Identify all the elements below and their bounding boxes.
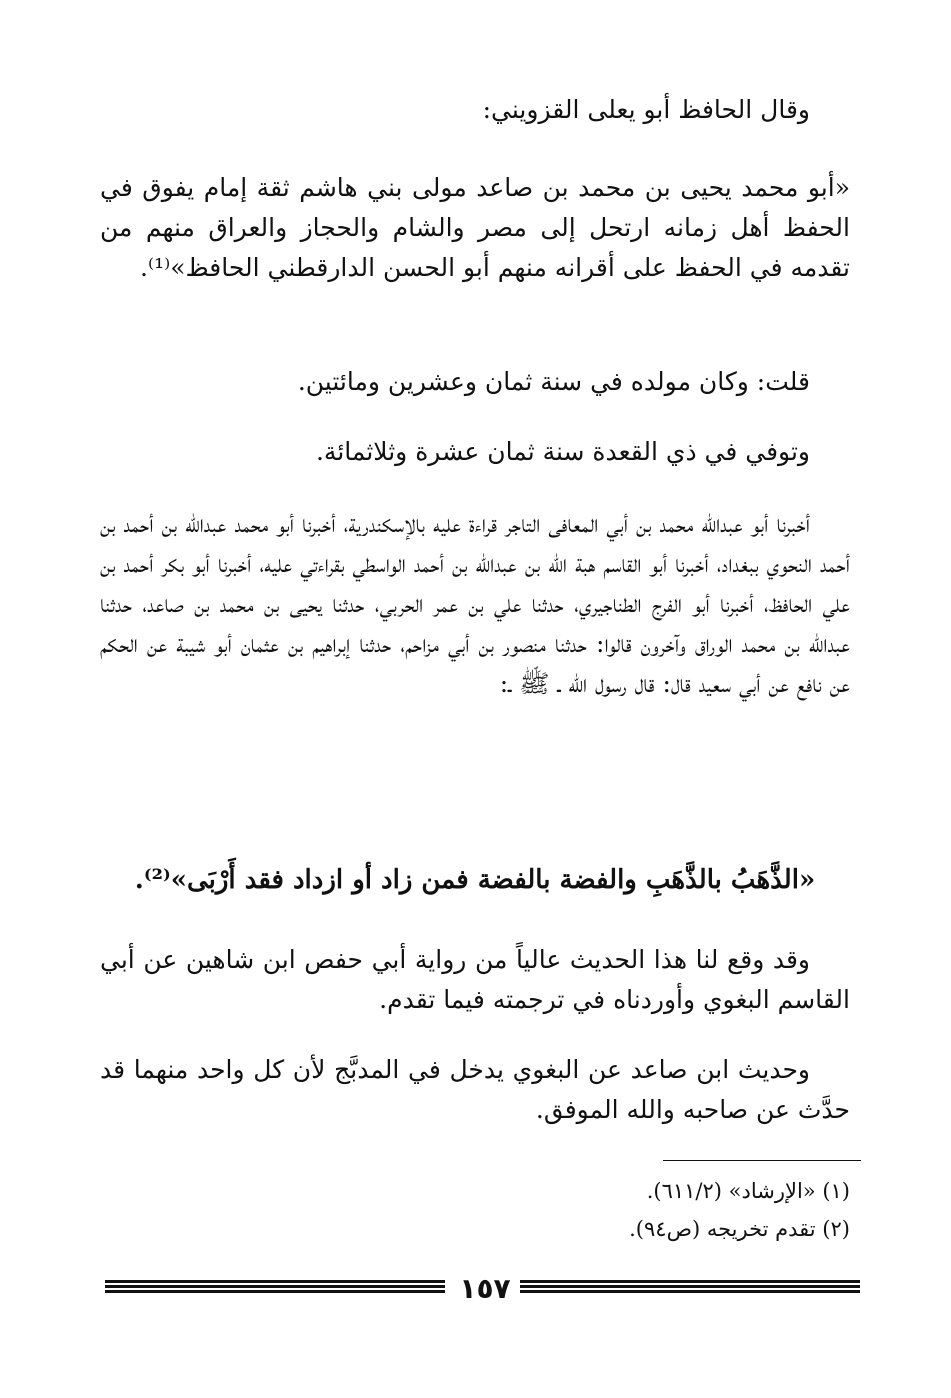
footnote-1: (١) «الإرشاد» (٦١١/٢). [646, 1179, 850, 1203]
intro-paragraph [100, 90, 850, 130]
intro-text: وقال الحافظ أبو يعلى القزويني: [482, 95, 810, 124]
wuqu-text: وقد وقع لنا هذا الحديث عالياً من رواية أبي حفص ابن شاهين عن أبي القاسم البغوي وأوردناه في ترجمته فيما تقدم. [100, 945, 850, 1014]
death-note-text: وتوفي في ذي القعدة سنة ثمان عشرة وثلاثمائة. [315, 437, 810, 466]
bottom-rule-right [520, 1280, 860, 1298]
quote-paragraph [100, 168, 850, 288]
footnote-separator [663, 1160, 861, 1161]
footnote-2: (٢) تقدم تخريجه (ص٩٤). [629, 1217, 850, 1241]
isnad-text: أخبرنا أبو عبدالله محمد بن أبي المعافى التاجر قراءة عليه بالإسكندرية، أخبرنا أبو محمد عبدالله بن أحمد بن أحمد النحوي ببغداد، أخبرنا أبو القاسم هبة الله بن عبدالله بن أحمد الواسطي بقراءتي عليه، أخبرنا أبو بكر أحمد بن علي الحافظ، أخبرنا أبو الفرج الطناجيري، حدثنا علي بن عمر الحربي، حدثنا يحيى بن محمد بن صاعد، حدثنا عبدالله بن محمد الوراق وآخرون قالوا: حدثنا منصور بن أبي مزاحم، حدثنا إبراهيم بن عثمان أبو شيبة عن الحكم عن نافع عن أبي سعيد قال: قال رسول الله ـ ﷺ ـ: [100, 509, 850, 698]
bottom-rule-left [105, 1280, 445, 1298]
page-number: ١٥٧ [459, 1272, 511, 1305]
hadith-text: «الذَّهَبُ بالذَّهَبِ والفضة بالفضة فمن زاد أو ازداد فقد أَرْبَى»⁽²⁾. [134, 865, 816, 895]
birth-note [100, 362, 850, 402]
footnotes [100, 1172, 850, 1248]
isnad-paragraph [100, 504, 850, 704]
hadith-paragraph [100, 860, 850, 900]
mudabbaj-paragraph [100, 1050, 850, 1130]
death-note [100, 432, 850, 472]
mudabbaj-text: وحديث ابن صاعد عن البغوي يدخل في المدبَّج لأن كل واحد منهما قد حدَّث عن صاحبه والله الموفق. [100, 1055, 850, 1124]
wuqu-paragraph [100, 940, 850, 1020]
quote-text: «أبو محمد يحيى بن محمد بن صاعد مولى بني هاشم ثقة إمام يفوق في الحفظ أهل زمانه ارتحل إلى مصر والشام والحجاز والعراق منهم من تقدمه في الحفظ على أقرانه منهم أبو الحسن الدارقطني الحافظ»⁽¹⁾. [100, 173, 850, 282]
birth-note-text: قلت: وكان مولده في سنة ثمان وعشرين ومائتين. [297, 367, 810, 396]
